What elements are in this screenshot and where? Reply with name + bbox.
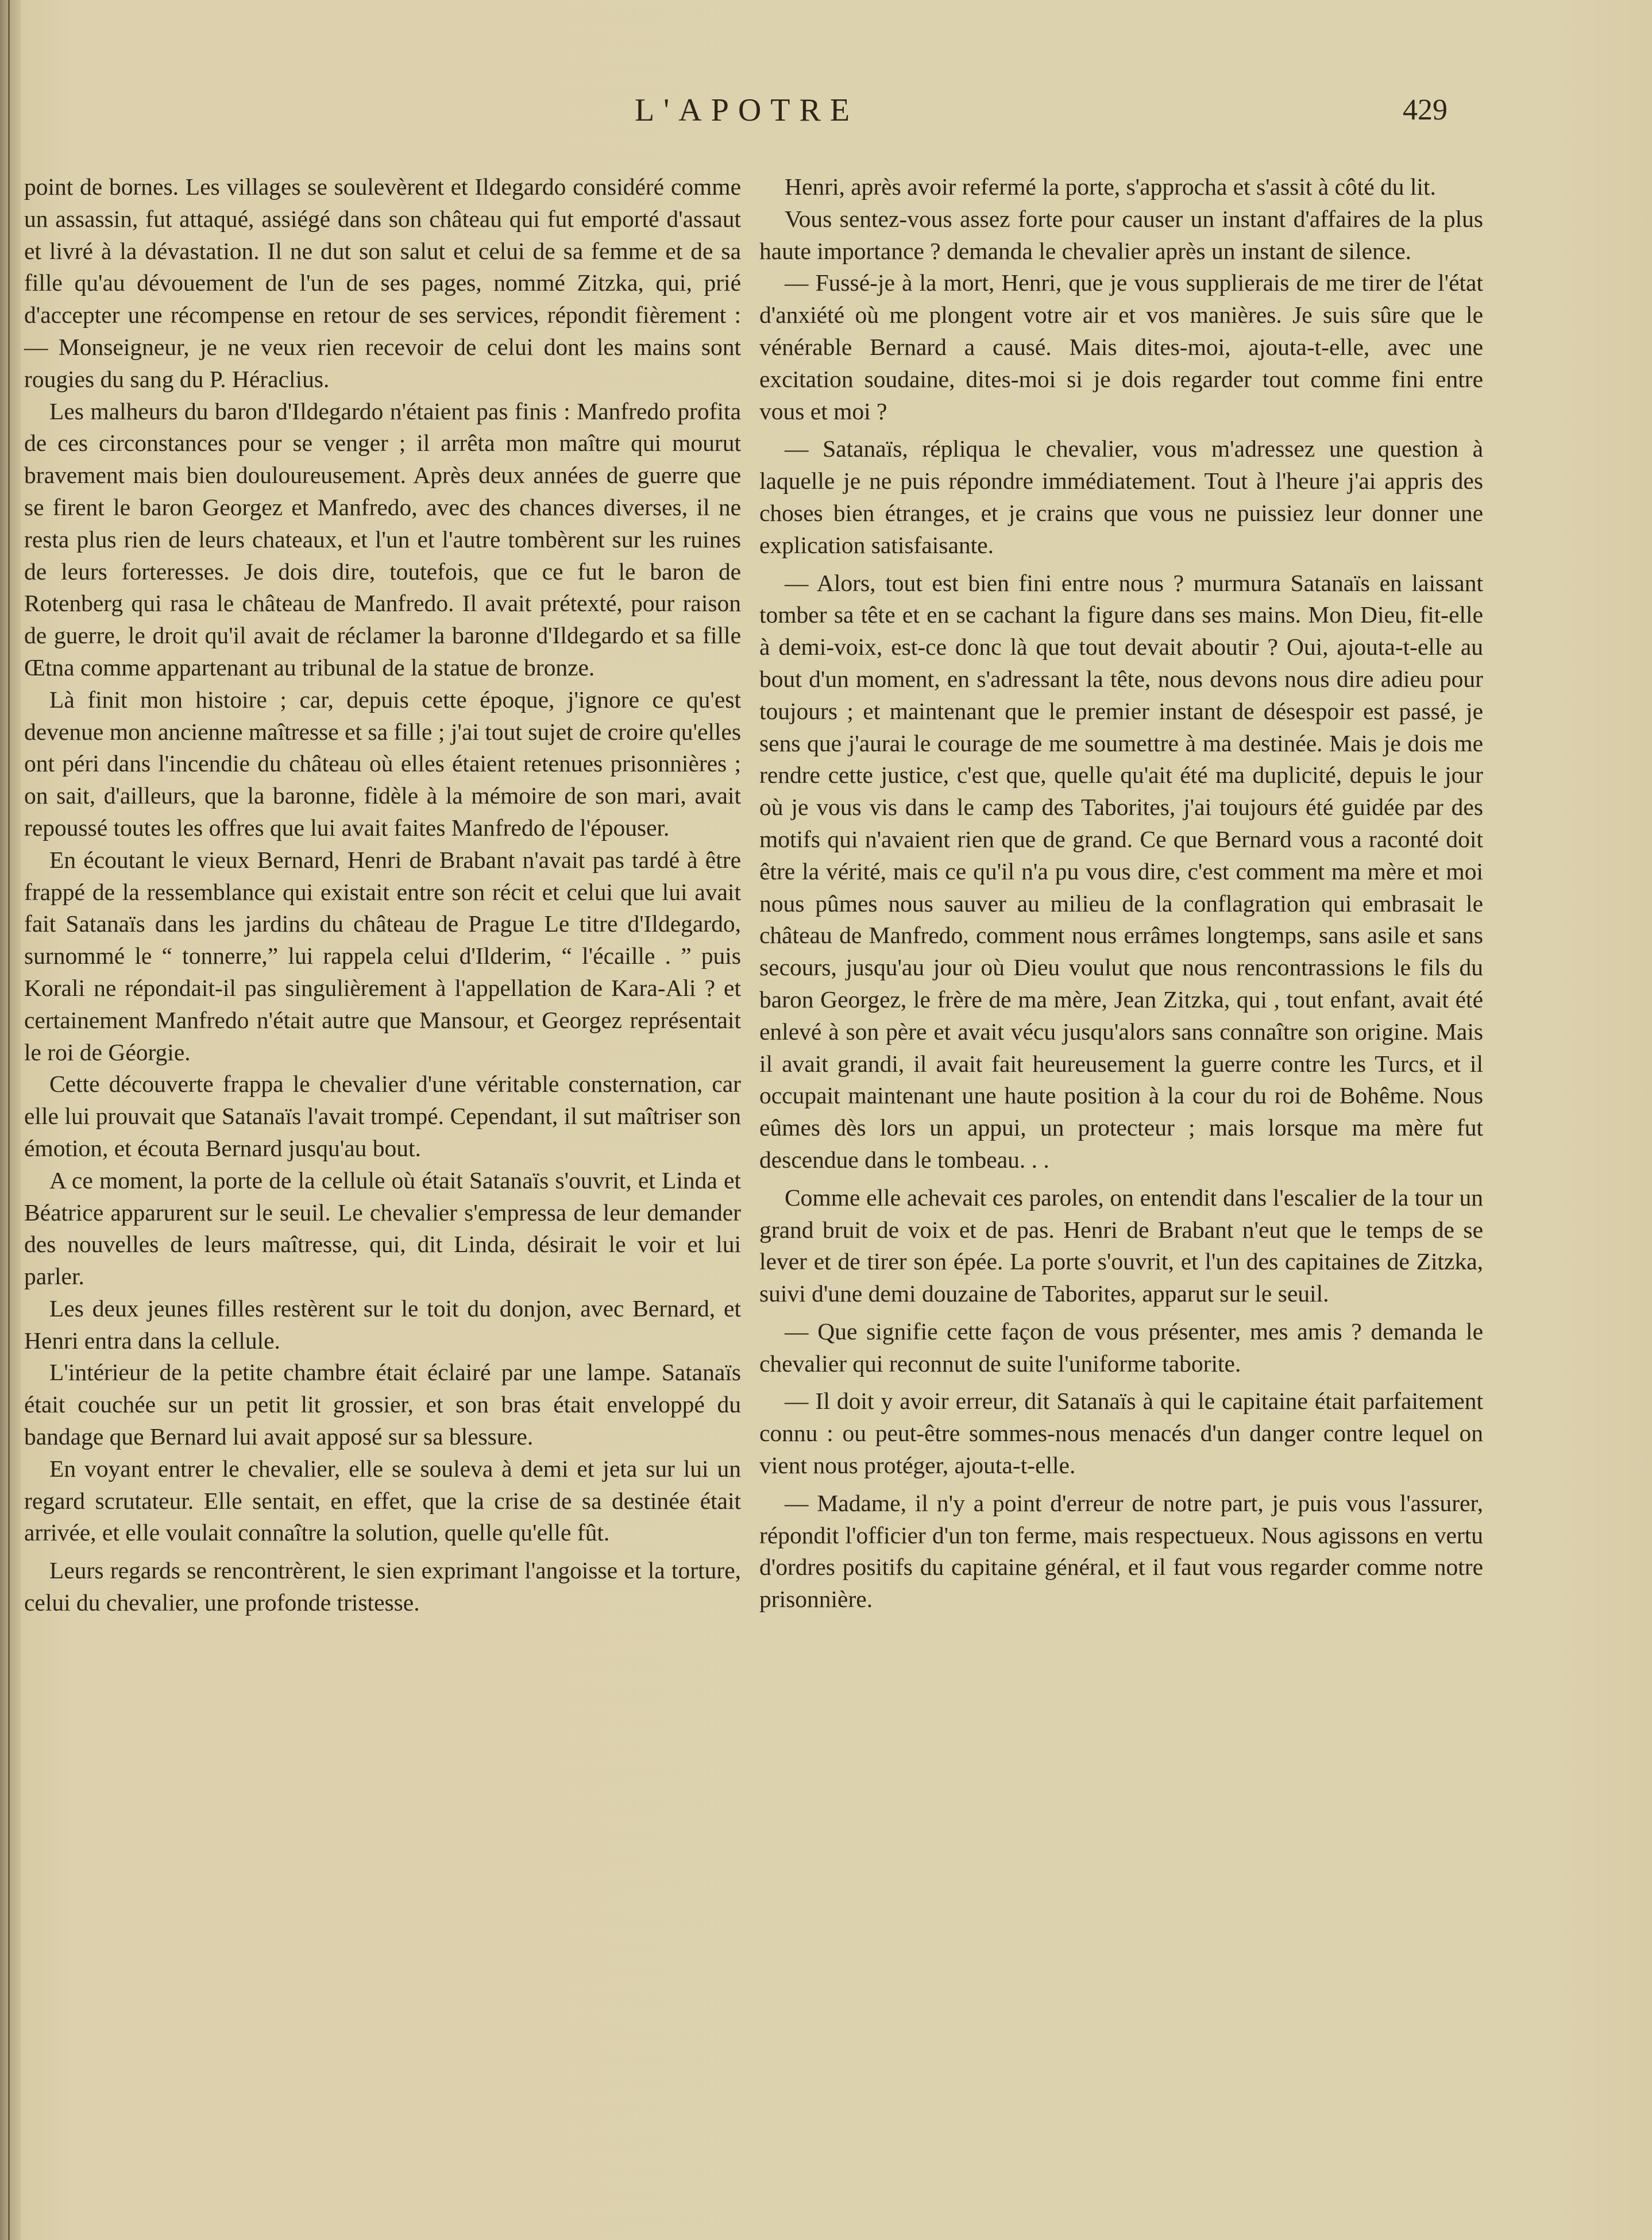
paragraph: En écoutant le vieux Bernard, Henri de Brabant n'avait pas tardé à être frappé de la ressemblance qui existait entre son récit et celui que lui avait fait Satanaïs dans les jardins du château de Prague Le titre d'Ildegardo, surnommé le “ tonnerre,” lui rappela celui d'Ilderim, “ l'écaille . ” puis Korali ne répondait-il pas singulièrement à l'appellation de Kara-Ali ? et certainement Manfredo n'était autre que Mansour, et Georgez représentait le roi de Géorgie. <box>24 846 741 1065</box>
page-binding <box>0 0 21 2240</box>
paragraph: — Que signifie cette façon de vous présenter, mes amis ? demanda le chevalier qui reconnut de suite l'uniforme taborite. <box>759 1318 1483 1377</box>
paragraph: En voyant entrer le chevalier, elle se souleva à demi et jeta sur lui un regard scrutateur. Elle sentait, en effet, que la crise de sa destinée était arrivée, et elle voulait connaître la solution, quelle qu'elle fût. <box>24 1455 741 1546</box>
paragraph: — Alors, tout est bien fini entre nous ? murmura Satanaïs en laissant tomber sa tête et en se cachant la figure dans ses mains. Mon Dieu, fit-elle à demi-voix, est-ce donc là que tout devait aboutir ? Oui, ajouta-t-elle au bout d'un moment, en s'adressant la tête, nous devons nous dire adieu pour toujours ; et maintenant que le premier instant de désespoir est passé, je sens que j'aurai le courage de me soumettre à ma destinée. Mais je dois me rendre cette justice, c'est que, quelle qu'ait été ma duplicité, depuis le jour où je vous vis dans le camp des Taborites, j'ai toujours été guidée par des motifs qui n'avaient rien que de grand. Ce que Bernard vous a raconté doit être la vérité, mais ce qu'il n'a pu vous dire, c'est comment ma mère et moi nous pûmes nous sauver au milieu de la conflagration qui embrasait le château de Manfredo, comment nous errâmes longtemps, sans asile et sans secours, jusqu'au jour où Dieu voulut que nous rencontrassions le fils du baron Georgez, le frère de ma mère, Jean Zitzka, qui , tout enfant, avait été enlevé à son père et avait vécu jusqu'alors sans connaître son origine. Mais il avait grandi, il avait fait heureusement la guerre contre les Turcs, et il occupait maintenant une haute position à la cour du roi de Bohême. Nous eûmes dès lors un appui, un protecteur ; mais lorsque ma mère fut descendue dans le tombeau. . . <box>759 569 1483 1173</box>
paragraph: point de bornes. Les villages se soulevèrent et Ildegardo considéré comme un assassin, fut attaqué, assiégé dans son château qui fut emporté d'assaut et livré à la dévastation. Il ne dut son salut et celui de sa femme et de sa fille qu'au dévouement de l'un de ses pages, nommé Zitzka, qui, prié d'accepter une récompense en retour de ses services, répondit fièrement : — Monseigneur, je ne veux rien recevoir de celui dont les mains sont rougies du sang du P. Héraclius. <box>24 173 741 392</box>
right-column <box>759 171 1483 2193</box>
page-title: L'APOTRE <box>634 92 859 128</box>
paragraph: Cette découverte frappa le chevalier d'une véritable consternation, car elle lui prouvait que Satanaïs l'avait trompé. Cependant, il sut maîtriser son émotion, et écouta Bernard jusqu'au bout. <box>24 1071 741 1161</box>
paragraph: L'intérieur de la petite chambre était éclairé par une lampe. Satanaïs était couchée sur un petit lit grossier, et son bras était enveloppé du bandage que Bernard lui avait apposé sur sa blessure. <box>24 1359 741 1450</box>
page-number: 429 <box>1403 94 1448 126</box>
paragraph: Les malheurs du baron d'Ildegardo n'étaient pas finis : Manfredo profita de ces circonstances pour se venger ; il arrêta mon maître qui mourut bravement mais bien douloureusement. Après deux années de guerre que se firent le baron Georgez et Manfredo, avec des chances diverses, il ne resta plus rien de leurs chateaux, et l'un et l'autre tombèrent sur les ruines de leurs forteresses. Je dois dire, toutefois, que ce fut le baron de Rotenberg qui rasa le château de Manfredo. Il avait prétexté, pour raison de guerre, le droit qu'il avait de réclamer la baronne d'Ildegardo et sa fille Œtna comme appartenant au tribunal de la statue de bronze. <box>24 397 741 681</box>
binding-edge-line <box>8 0 10 2240</box>
paragraph: Leurs regards se rencontrèrent, le sien exprimant l'angoisse et la torture, celui du chevalier, une profonde tristesse. <box>24 1557 741 1616</box>
paragraph: A ce moment, la porte de la cellule où était Satanaïs s'ouvrit, et Linda et Béatrice apparurent sur le seuil. Le chevalier s'empressa de leur demander des nouvelles de leurs maîtresse, qui, dit Linda, désirait le voir et lui parler. <box>24 1167 741 1290</box>
paragraph: — Fussé-je à la mort, Henri, que je vous supplierais de me tirer de l'état d'anxiété où me plongent votre air et vos manières. Je suis sûre que le vénérable Bernard a causé. Mais dites-moi, ajouta-t-elle, avec une excitation soudaine, dites-moi si je dois regarder tout comme fini entre vous et moi ? <box>759 269 1483 424</box>
paragraph: — Satanaïs, répliqua le chevalier, vous m'adressez une question à laquelle je ne puis répondre immédiatement. Tout à l'heure j'ai appris des choses bien étranges, et je crains que vous ne puissiez leur donner une explication satisfaisante. <box>759 435 1483 558</box>
paragraph: Comme elle achevait ces paroles, on entendit dans l'escalier de la tour un grand bruit de voix et de pas. Henri de Brabant n'eut que le temps de se lever et de tirer son épée. La porte s'ouvrit, et l'un des capitaines de Zitzka, suivi d'une demi douzaine de Taborites, apparut sur le seuil. <box>759 1184 1483 1307</box>
paragraph: Vous sentez-vous assez forte pour causer un instant d'affaires de la plus haute importance ? demanda le chevalier après un instant de silence. <box>759 205 1483 264</box>
paragraph: — Il doit y avoir erreur, dit Satanaïs à qui le capitaine était parfaitement connu : ou peut-être sommes-nous menacés d'un danger contre lequel on vient nous protéger, ajouta-t-elle. <box>759 1388 1483 1479</box>
paragraph: Là finit mon histoire ; car, depuis cette époque, j'ignore ce qu'est devenue mon ancienne maîtresse et sa fille ; j'ai tout sujet de croire qu'elles ont péri dans l'incendie du château où elles étaient retenues prisonnières ; on sait, d'ailleurs, que la baronne, fidèle à la mémoire de son mari, avait repoussé toutes les offres que lui avait faites Manfredo de l'épouser. <box>24 686 741 841</box>
paragraph: Henri, après avoir refermé la porte, s'approcha et s'assit à côté du lit. <box>785 173 1436 200</box>
paragraph: Les deux jeunes filles restèrent sur le toit du donjon, avec Bernard, et Henri entra dans la cellule. <box>24 1295 741 1354</box>
left-column <box>24 171 741 2193</box>
paragraph: — Madame, il n'y a point d'erreur de notre part, je puis vous l'assurer, répondit l'officier d'un ton ferme, mais respectueux. Nous agissons en vertu d'ordres positifs du capitaine général, et il faut vous regarder comme notre prisonnière. <box>759 1489 1483 1613</box>
running-head <box>0 92 1652 138</box>
